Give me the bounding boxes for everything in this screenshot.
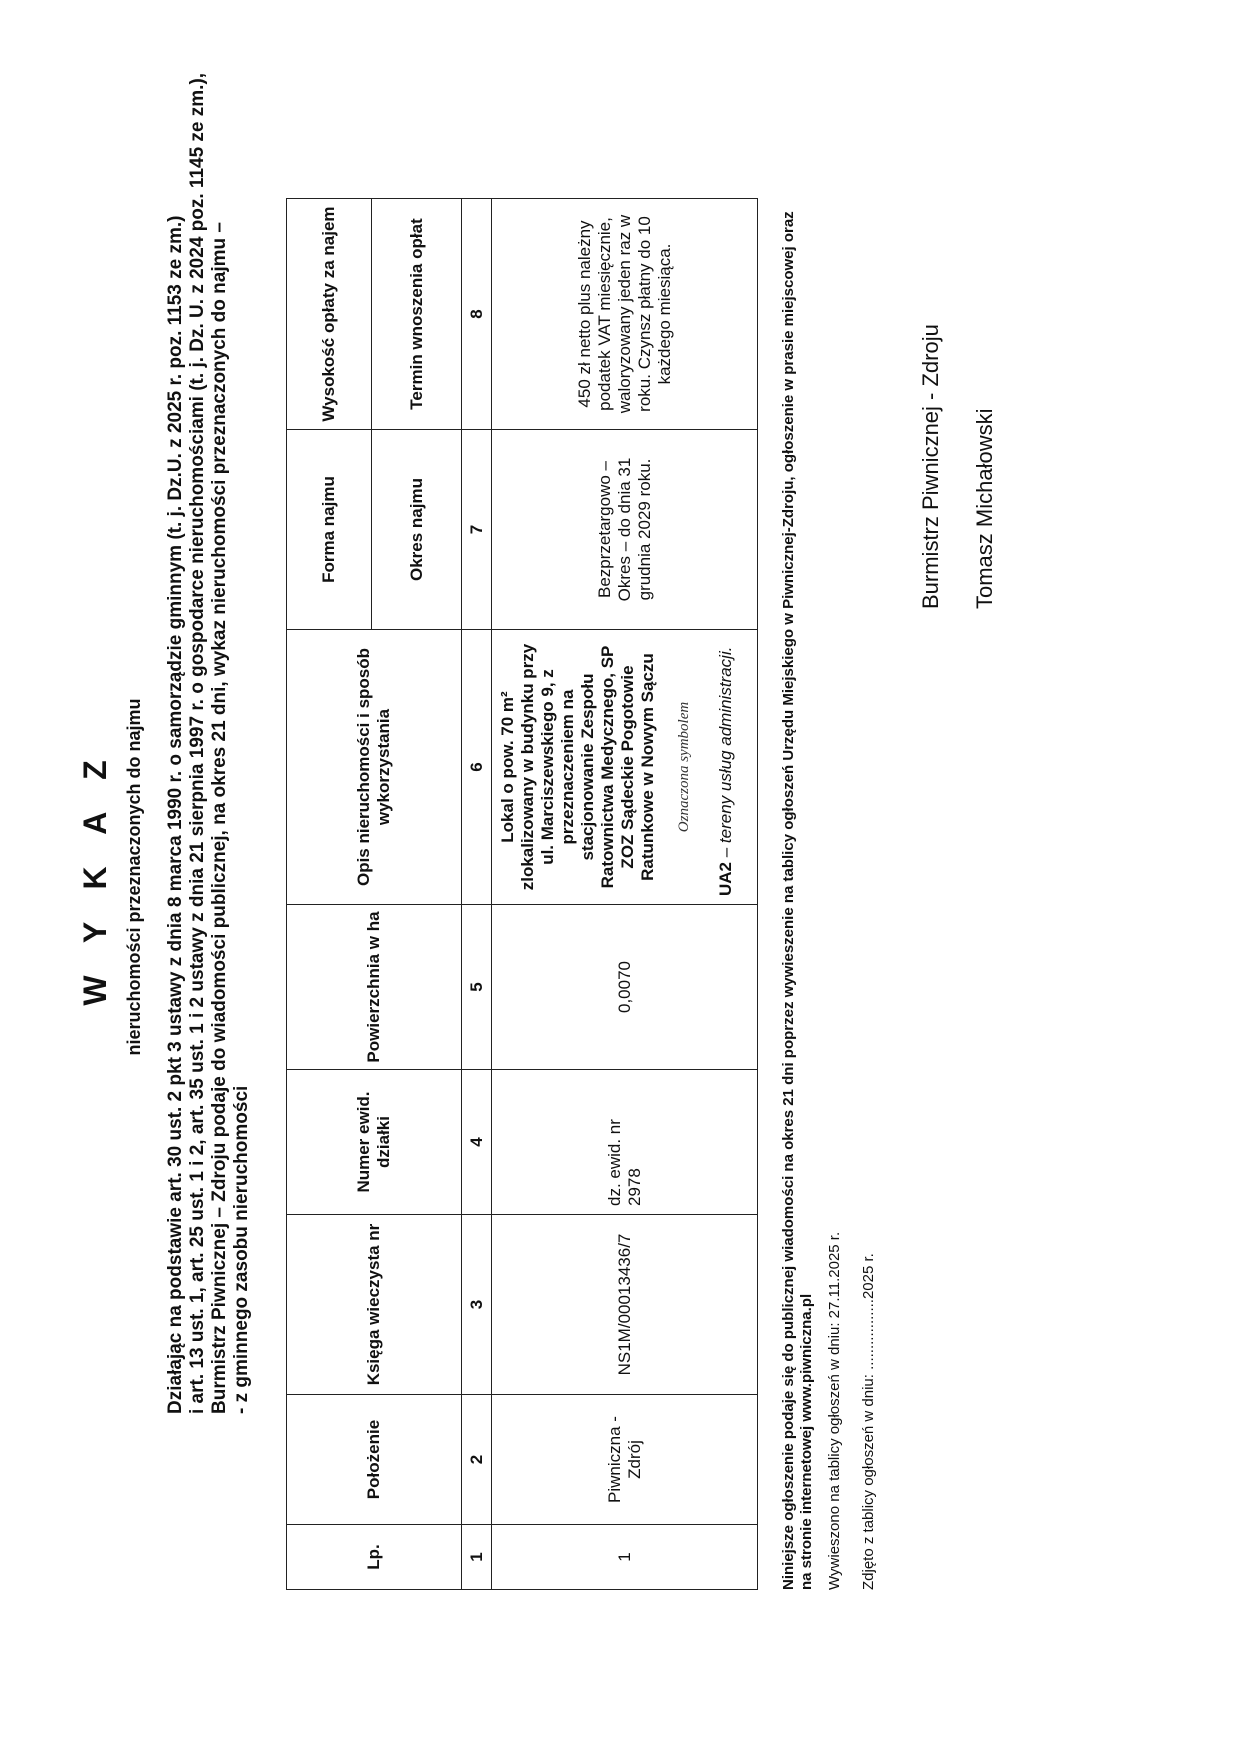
header-wysokosc: Wysokość opłaty za najem [287,199,372,429]
row-polozenie: Piwniczna - Zdrój [492,1394,757,1524]
header-opis: Opis nieruchomości i sposób wykorzystania [287,629,462,904]
header-lp: Lp. [287,1524,462,1589]
row-powierzchnia: 0,0070 [492,904,757,1069]
column-number: 8 [462,199,492,429]
row-ksiega: NS1M/00013436/7 [492,1214,757,1394]
document-subtitle: nieruchomości przeznaczonych do najmu [124,698,144,1056]
header-okres: Okres najmu [372,429,462,629]
column-number: 5 [462,904,492,1069]
column-number: 2 [462,1394,492,1524]
row-lp: 1 [492,1524,757,1589]
column-number: 1 [462,1524,492,1589]
column-number: 7 [462,429,492,629]
header-numer: Numer ewid. działki [287,1069,462,1214]
intro-paragraph [165,4,253,1414]
row-opis [492,629,757,904]
header-powierzchnia: Powierzchnia w ha [287,904,462,1069]
property-table [286,198,758,1590]
description-main: Lokal o pow. 70 m² zlokalizowany w budynku przy ul. Marciszewskiego 9, z przeznaczeniem na stacjonowanie Zespołu Ratownictwa Medycznego, SP ZOZ Sądeckie Pogotowie Ratunkowe w Nowym Sączu [498,643,657,891]
header-forma: Forma najmu [287,429,372,629]
posted-date: Wywieszono na tablicy ogłoszeń w dniu: 27.11.2025 r. [826,1231,843,1590]
document-title: W Y K A Z [77,748,113,1006]
description-note: Oznaczona symbolem [676,701,692,833]
intro-line: Działając na podstawie art. 30 ust. 2 pkt 3 ustawy z dnia 8 marca 1990 r. o samorządzie gminnym (t. j. Dz.U. z 2025 r. poz. 1153 ze zm.) [165,215,186,1414]
intro-line: i art. 13 ust. 1, art. 25 ust. 1 i 2, art. 35 ust. 1 i 2 ustawy z dnia 21 sierpnia 1997 r. o gospodarce nieruchomościami (t. j. Dz. U. z 2024 poz. 1145 ze zm.), [187,72,208,1414]
removed-date: Zdjęto z tablicy ogłoszeń w dniu: .................2025 r. [860,1253,877,1590]
signature-name: Tomasz Michałowski [972,408,997,609]
intro-line: - z gminnego zasobu nieruchomości [231,1085,252,1414]
symbol-description: – tereny usług administracji. [716,646,735,862]
header-ksiega: Księga wieczysta nr [287,1214,462,1394]
row-numer: dz. ewid. nr 2978 [492,1069,757,1214]
publication-notice: Niniejsze ogłoszenie podaje się do publicznej wiadomości na okres 21 dni poprzez wywieszenie na tablicy ogłoszeń Urzędu Miejskiego w Piwnicznej-Zdroju, ogłoszenie w prasie miejscowej oraz na stronie internetowej www.piwniczna.pl [780,211,815,1590]
column-number: 4 [462,1069,492,1214]
column-number: 6 [462,629,492,904]
intro-line: Burmistrz Piwnicznej – Zdroju podaje do wiadomości publicznej, na okres 21 dni, wykaz nieruchomości przeznaczonych do najmu – [209,222,230,1414]
row-oplata: 450 zł netto plus należny podatek VAT miesięcznie, waloryzowany jeden raz w roku. Czynsz płatny do 10 każdego miesiąca. [574,214,674,414]
symbol-code: UA2 [716,861,735,896]
header-polozenie: Położenie [287,1394,462,1524]
column-number: 3 [462,1214,492,1394]
header-termin: Termin wnoszenia opłat [372,199,462,429]
signature-role: Burmistrz Piwnicznej - Zdroju [918,324,943,609]
description-symbol [716,638,736,896]
row-okres: Bezprzetargowo – Okres – do dnia 31 grudnia 2029 roku. [492,429,757,629]
